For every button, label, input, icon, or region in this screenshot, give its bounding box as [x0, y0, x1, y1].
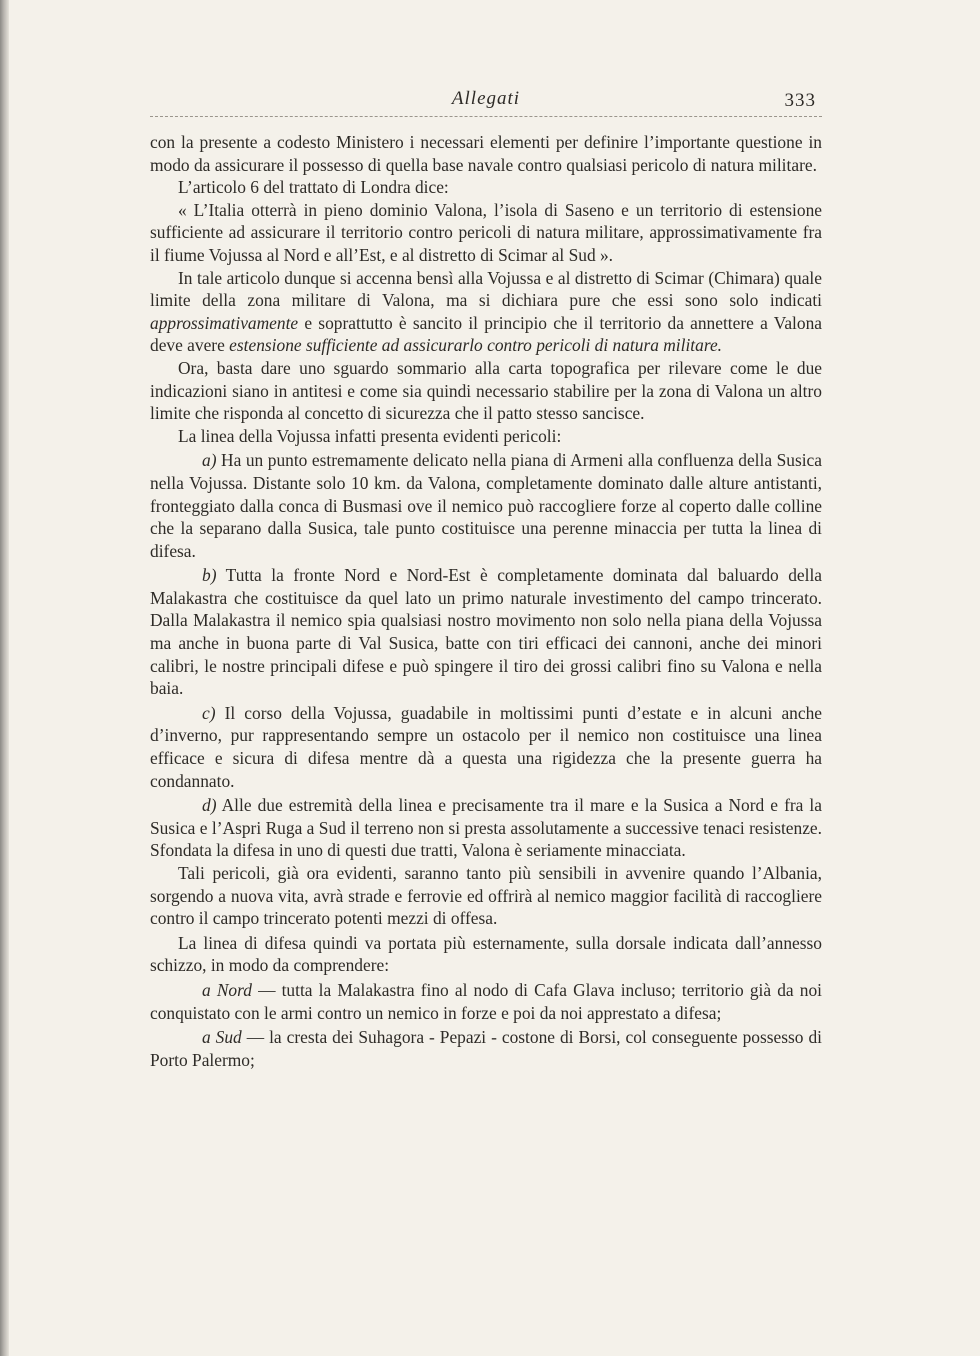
paragraph-continued: con la presente a codesto Ministero i necessari elementi per definire l’importante questione in modo da assicurare il possesso di quella base navale contro qualsiasi pericolo di natura militare. [150, 132, 822, 175]
direction-north [150, 979, 822, 1024]
document-page [150, 86, 822, 1071]
text-run: In tale articolo dunque si accenna bensì alla Vojussa e al distretto di Scimar (Chimara) quale limite della zona militare di Valona, ma si dichiara pure che essi sono solo indicati [150, 267, 822, 311]
quotation-treaty: « L’Italia otterrà in pieno dominio Valona, l’isola di Saseno e un territorio di estensione sufficiente ad assicurare il territorio contro pericoli di natura militare, approssimativamente fra il fiume Vojussa al Nord e all’Est, e al distretto di Scimar al Sud ». [150, 199, 822, 265]
emphasis-text: approssimativamente [150, 312, 299, 333]
item-text: Ha un punto estremamente delicato nella piana di Armeni alla confluenza della Susica nella Vojussa. Distante solo 10 km. da Valona, completamente dominato dalle alture antistanti, fronteggiato dalla conca di Busmasi ove il nemico può raccogliere forze al coperto dalle colline che la separano dalla Susica, tale punto costituisce una perenne minaccia per tutta la linea di difesa. [150, 450, 822, 561]
item-text: Il corso della Vojussa, guadabile in moltissimi punti d’estate e in alcuni anche d’inverno, pur rappresentando sempre un ostacolo per il nemico non costituisce una linea efficace e sicura di difesa mentre dà a questa una rigidezza che la presente guerra ha condannato. [150, 702, 822, 791]
item-marker: a) [202, 450, 217, 471]
scan-binding-edge [0, 0, 9, 1356]
item-text: Tutta la fronte Nord e Nord-Est è completamente dominata dal baluardo della Malakastra che costituisce da quel lato un primo naturale investimento del campo trincerato. Dalla Malakastra il nemico spia qualsiasi nostro movimento non solo nella piana della Vojussa ma anche in buona parte di Val Susica, batte con tiri efficaci dei cannoni, anche dei minori calibri, le nostre principali difese e può spingere il tiro dei grossi calibri fino su Valona e nella baia. [150, 565, 822, 699]
paragraph-article-analysis [150, 267, 822, 357]
page-number: 333 [784, 90, 816, 111]
list-item-c [150, 702, 822, 792]
item-marker: b) [202, 565, 217, 586]
item-marker: d) [202, 795, 217, 816]
list-item-a [150, 449, 822, 562]
running-header [150, 86, 822, 117]
item-marker: c) [202, 702, 216, 723]
running-title: Allegati [451, 88, 521, 109]
direction-text: — tutta la Malakastra fino al nodo di Cafa Glava incluso; territorio già da noi conquistato con le armi contro un nemico in forze e poi da noi apprestato a difesa; [150, 979, 823, 1023]
paragraph-new-line: La linea di difesa quindi va portata più esternamente, sulla dorsale indicata dall’annesso schizzo, in modo da comprendere: [150, 932, 822, 976]
item-text: Alle due estremità della linea e precisamente tra il mare e la Susica a Nord e fra la Susica e l’Aspri Ruga a Sud il terreno non si presta assolutamente a successive tenaci resistenze. Sfondata la difesa in uno di questi due tratti, Valona è seriamente minacciata. [150, 795, 822, 861]
direction-south [150, 1026, 822, 1071]
paragraph-map-observation: Ora, basta dare uno sguardo sommario alla carta topografica per rilevare come le due indicazioni siano in antitesi e come sia quindi necessario stabilire per la zona di Valona un altro limite che risponda al concetto di sicurezza che il patto stesso sancisce. [150, 357, 822, 424]
direction-label: a Nord [202, 979, 252, 1000]
direction-label: a Sud [202, 1027, 242, 1048]
paragraph-dangers-intro: La linea della Vojussa infatti presenta evidenti pericoli: [178, 425, 562, 446]
list-item-d [150, 794, 822, 862]
direction-text: — la cresta dei Suhagora - Pepazi - costone di Borsi, col conseguente possesso di Porto Palermo; [150, 1027, 822, 1070]
body-text [150, 131, 822, 1071]
emphasis-text: estensione sufficiente ad assicurarlo contro pericoli di natura militare. [229, 335, 723, 356]
paragraph-future-dangers: Tali pericoli, già ora evidenti, saranno tanto più sensibili in avvenire quando l’Albania, sorgendo a nuova vita, avrà strade e ferrovie ed offrirà al nemico maggior facilità di raccogliere contro il campo trincerato potenti mezzi di offesa. [150, 863, 822, 929]
text-run: e soprattutto è sancito il principio che il territorio da annettere a Valona deve avere [150, 312, 822, 356]
list-item-b [150, 564, 822, 700]
paragraph-article-intro: L’articolo 6 del trattato di Londra dice: [178, 177, 449, 198]
